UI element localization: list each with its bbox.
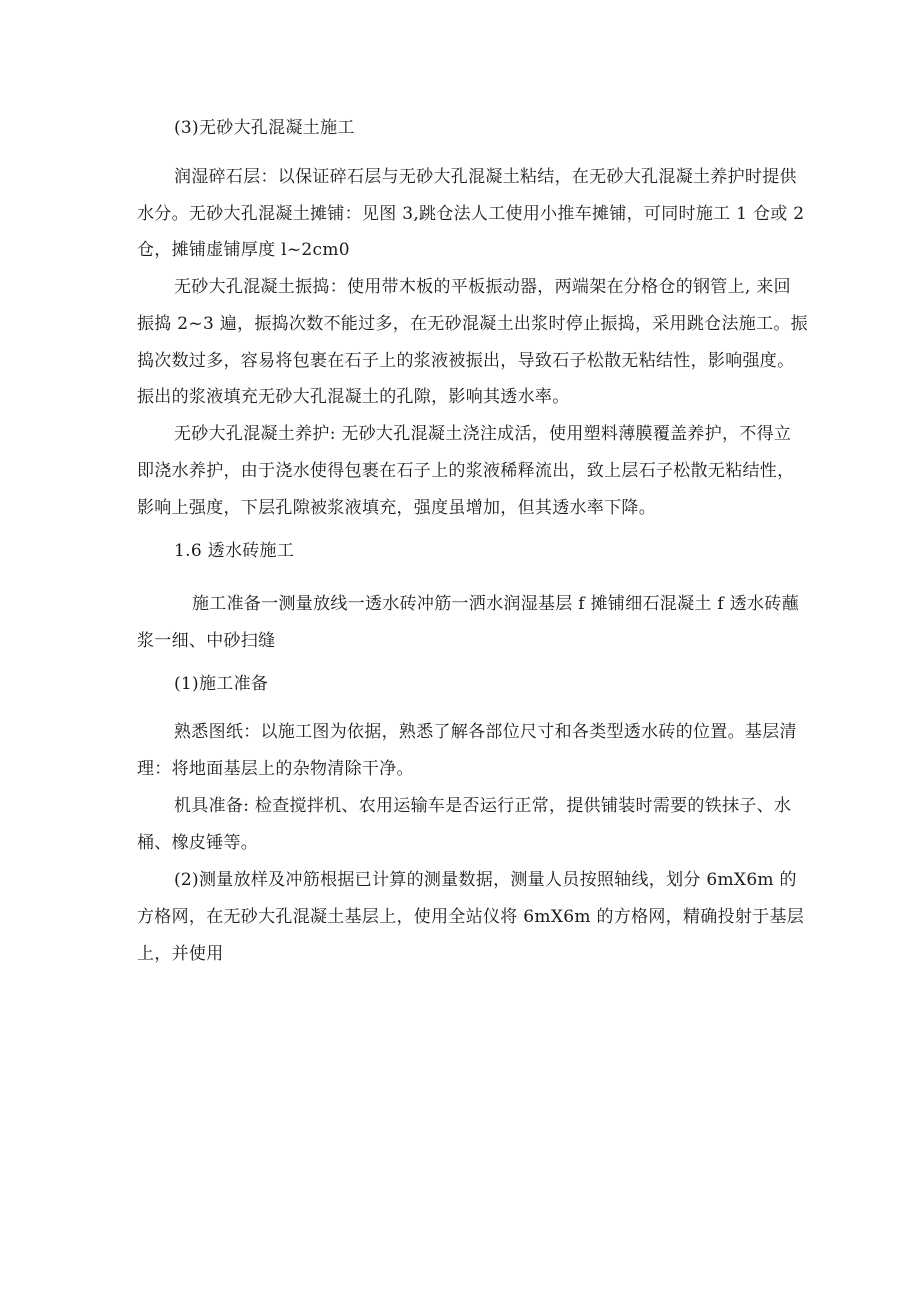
moist-gravel-line-3: 仓，摊铺虚铺厚度 l~2cm0 [137, 240, 350, 260]
process-flow-line-2: 浆一细、中砂扫缝 [137, 631, 276, 651]
vibration-line-2: 振捣 2~3 遍，振捣次数不能过多，在无砂混凝土出浆时停止振捣，采用跳仓法施工。振 [137, 314, 808, 334]
process-flow-line-1: 施工准备一测量放线一透水砖冲筋一洒水润湿基层 f 摊铺细石混凝土 f 透水砖蘸 [192, 594, 799, 614]
vibration-line-4: 振出的浆液填充无砂大孔混凝土的孔隙，影响其透水率。 [137, 387, 570, 407]
curing-line-2: 即浇水养护，由于浇水使得包裹在石子上的浆液稀释流出，致上层石子松散无粘结性， [137, 461, 795, 481]
section-3-heading: (3)无砂大孔混凝土施工 [174, 118, 355, 138]
survey-line-3: 上，并使用 [137, 944, 224, 964]
moist-gravel-line-2: 水分。无砂大孔混凝土摊铺：见图 3,跳仓法人工使用小推车摊铺，可同时施工 1 仓或 2 [137, 204, 805, 224]
curing-line-3: 影响上强度，下层孔隙被浆液填充，强度虽增加，但其透水率下降。 [137, 498, 656, 518]
survey-line-1: (2)测量放样及冲筋根据已计算的测量数据，测量人员按照轴线，划分 6mX6m 的 [174, 870, 797, 890]
drawings-line-1: 熟悉图纸：以施工图为依据，熟悉了解各部位尺寸和各类型透水砖的位置。基层清 [174, 722, 797, 742]
curing-line-1: 无砂大孔混凝土养护: 无砂大孔混凝土浇注成活，使用塑料薄膜覆盖养护，不得立 [174, 424, 792, 444]
equipment-line-1: 机具准备: 检查搅拌机、农用运输车是否运行正常，提供铺装时需要的铁抹子、水 [174, 796, 792, 816]
prep-heading: (1)施工准备 [174, 674, 269, 694]
survey-line-2: 方格网，在无砂大孔混凝土基层上，使用全站仪将 6mX6m 的方格网，精确投射于基层 [137, 907, 805, 927]
vibration-line-3: 捣次数过多，容易将包裹在石子上的浆液被振出，导致石子松散无粘结性，影响强度。 [137, 351, 795, 371]
section-1-6-heading: 1.6 透水砖施工 [174, 541, 295, 561]
moist-gravel-line-1: 润湿碎石层：以保证碎石层与无砂大孔混凝土粘结，在无砂大孔混凝土养护时提供 [174, 167, 797, 187]
vibration-line-1: 无砂大孔混凝土振捣：使用带木板的平板振动器，两端架在分格仓的钢管上, 来回 [174, 277, 791, 297]
equipment-line-2: 桶、橡皮锤等。 [137, 833, 259, 853]
drawings-line-2: 理：将地面基层上的杂物清除干净。 [137, 759, 414, 779]
